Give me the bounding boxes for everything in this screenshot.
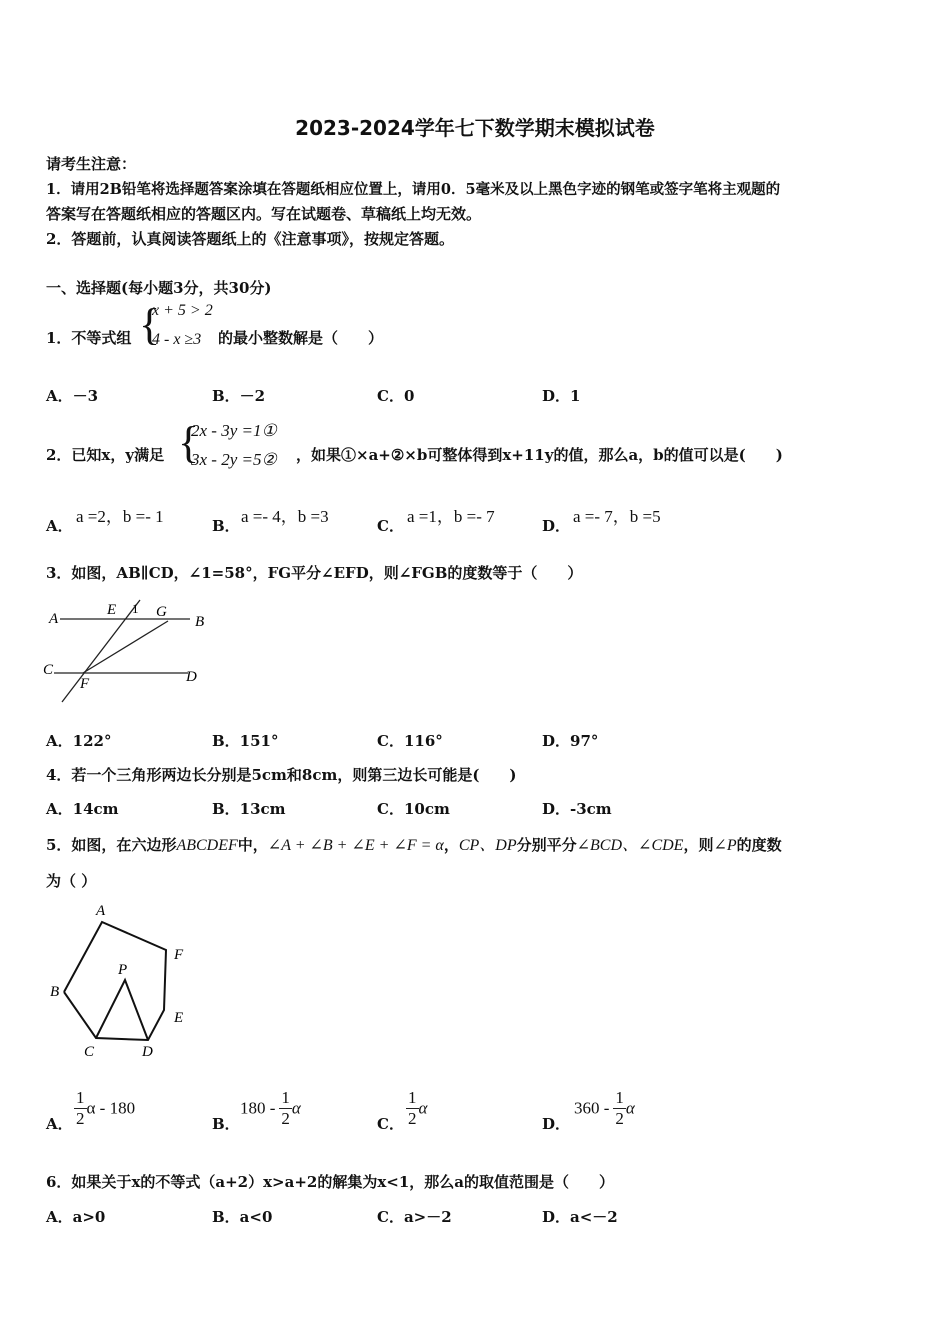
q5-option-a-half [74,1088,87,1129]
page-title: 2023-2024学年七下数学期末模拟试卷 [295,116,655,140]
q5-text-part6: 的度数 [736,836,782,854]
q3-option-c: C．116° [377,732,443,750]
q5-label-B: B [50,984,60,1000]
q5-option-b-half [279,1088,292,1129]
notice-heading: 请考生注意： [46,155,137,173]
notice-line-2: 答案写在答题纸相应的答题区内。写在试题卷、草稿纸上均无效。 [46,205,482,223]
q5-figure [44,898,204,1064]
q5-option-a-tail: α - 180 [86,1098,136,1118]
q5-text-part4: 分别平分 [516,836,577,854]
q3-label-A: A [49,611,59,627]
q5-option-b-den: 2 [281,1109,290,1128]
q5-option-a [74,1088,135,1129]
q5-label-P: P [118,962,128,978]
q3-label-D: D [186,669,197,685]
q5-text-part1: 5．如图，在六边形 [46,836,177,854]
q2-eq1: 2x - 3y =1① [191,421,277,440]
q4-option-b: B．13cm [212,800,286,818]
q5-angles: ∠BCD、∠CDE [576,837,684,854]
q1-ineq1: x + 5 > 2 [152,302,213,319]
q1-option-c: C．0 [377,387,415,405]
q2-label-c: C． [377,517,404,535]
q5-option-d-den: 2 [615,1109,624,1128]
q4-option-a: A．14cm [46,800,119,818]
q6-option-b: B．a<0 [212,1208,273,1226]
q5-option-d-tail: α [625,1098,635,1118]
q5-text-part2: 中， [237,836,268,854]
q1-prefix: 1．不等式组 [46,329,132,347]
q2-label-b: B． [212,517,240,535]
q1-brace: { [139,300,161,349]
q2-option-a: a =2，b =- 1 [76,507,164,526]
q5-option-c-half [406,1088,419,1129]
q5-option-c-den: 2 [408,1109,417,1128]
q5-label-C: C [84,1044,95,1060]
q3-option-a: A．122° [46,732,112,750]
q1-suffix: 的最小整数解是（ ） [218,329,384,347]
q5-option-d [574,1088,635,1129]
q1-ineq2: 4 - x ≥3 [152,331,202,348]
q2-option-c: a =1，b =- 7 [407,507,495,526]
q2-option-d: a =- 7，b =5 [573,507,661,526]
q5-text-part5: ，则 [683,836,714,854]
q5-option-c-num: 1 [408,1088,417,1107]
q3-label-F: F [80,676,90,692]
q5-question-line2: 为（ ） [46,872,97,890]
q5-target: ∠P [713,837,737,854]
q5-option-d-half [613,1088,626,1129]
q5-option-b-num: 1 [281,1088,290,1107]
q5-question-line1 [46,832,782,855]
q6-option-c: C．a>－2 [377,1208,452,1226]
q2-label-a: A． [46,517,73,535]
q5-label-a: A． [46,1115,73,1133]
q1-option-d: D．1 [542,387,581,405]
q5-label-E: E [174,1010,184,1026]
q4-text: 4．若一个三角形两边长分别是5cm和8cm，则第三边长可能是( ) [46,766,517,784]
q5-option-b [240,1088,301,1129]
q5-option-c-tail: α [418,1098,428,1118]
q3-figure [40,596,215,706]
q5-option-a-num: 1 [76,1088,85,1107]
q6-text: 6．如果关于x的不等式（a+2）x>a+2的解集为x<1，那么a的取值范围是（ ） [46,1173,615,1191]
q5-option-c [406,1088,427,1129]
q3-option-d: D．97° [542,732,599,750]
q5-label-D: D [142,1044,153,1060]
q5-label-F: F [174,947,184,963]
q3-text: 3．如图，AB∥CD，∠1=58°，FG平分∠EFD，则∠FGB的度数等于（ ） [46,564,583,582]
q5-option-d-num: 1 [615,1088,624,1107]
q3-label-1: 1 [132,601,139,616]
q5-option-a-den: 2 [76,1109,85,1128]
section-heading: 一、选择题(每小题3分，共30分) [46,279,272,297]
q1-option-b: B．－2 [212,387,266,405]
q2-suffix: ，如果①×a+②×b可整体得到x+11y的值，那么a，b的值可以是( ) [296,446,783,464]
q3-label-E: E [107,602,117,618]
q5-option-d-head: 360 - [574,1098,610,1118]
q1-option-a: A．－3 [46,387,99,405]
q5-condition: ∠A + ∠B + ∠E + ∠F = α [267,837,444,854]
q5-label-c: C． [377,1115,404,1133]
q3-label-C: C [43,662,54,678]
notice-line-1: 1．请用2B铅笔将选择题答案涂填在答题纸相应位置上，请用0．5毫米及以上黑色字迹的钢笔或签字笔将主观题的 [46,181,781,198]
q5-text-part3: ， [443,836,459,854]
q3-label-G: G [156,604,167,620]
q3-option-b: B．151° [212,732,279,750]
q2-label-d: D． [542,517,571,535]
q5-label-d: D． [542,1115,571,1133]
q5-option-b-head: 180 - [240,1098,276,1118]
q4-option-c: C．10cm [377,800,450,818]
q6-option-d: D．a<－2 [542,1208,618,1226]
q2-brace: { [178,418,200,467]
q5-label-A: A [96,903,106,919]
q5-hexagon: ABCDEF [176,837,238,854]
q2-option-b: a =- 4，b =3 [241,507,329,526]
q6-option-a: A．a>0 [46,1208,106,1226]
q2-eq2: 3x - 2y =5② [191,450,277,469]
q4-option-d: D．-3cm [542,800,612,818]
q5-label-b: B． [212,1115,240,1133]
notice-line-3: 2．答题前，认真阅读答题纸上的《注意事项》，按规定答题。 [46,230,454,248]
q5-option-b-tail: α [291,1098,301,1118]
q5-bisectors: CP、DP [458,837,517,854]
q3-label-B: B [195,614,205,630]
q2-prefix: 2．已知x，y满足 [46,446,165,464]
